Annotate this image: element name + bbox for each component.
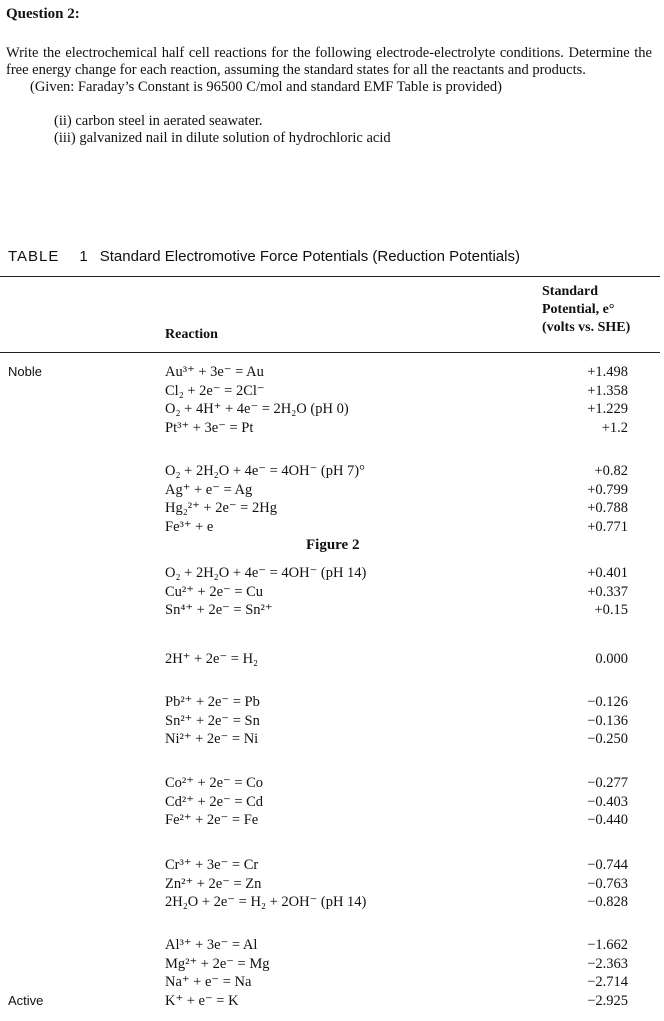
given-note: (Given: Faraday’s Constant is 96500 C/mol and standard EMF Table is provided) <box>30 79 502 95</box>
table-row <box>0 857 660 876</box>
reaction-cell: Fe²⁺ + 2e⁻ = Fe <box>165 812 259 828</box>
question-body: Write the electrochemical half cell reactions for the following electrode-electrolyte conditions. Determine the free energy change for each reaction, assuming the standard states for all the reactants and products. <box>6 45 652 78</box>
row-category-label: Noble <box>8 364 42 379</box>
header-rule <box>0 352 660 353</box>
potential-cell: +1.498 <box>587 364 628 380</box>
table-row <box>0 812 660 831</box>
potential-cell: −1.662 <box>587 937 628 953</box>
table-title-text: Standard Electromotive Force Potentials (Reduction Potentials) <box>99 248 520 265</box>
reaction-cell: Na⁺ + e⁻ = Na <box>165 974 252 990</box>
reaction-cell: O₂ + 4H⁺ + 4e⁻ = 2H₂O (pH 0) <box>165 401 349 417</box>
figure-label: Figure 2 <box>306 537 360 553</box>
question-heading: Question 2: <box>6 6 80 22</box>
potential-cell: −2.925 <box>587 992 628 1009</box>
potential-cell: −2.363 <box>587 955 628 972</box>
reaction-cell: Au³⁺ + 3e⁻ = Au <box>165 364 264 380</box>
reaction-group <box>0 775 660 831</box>
reaction-cell: 2H⁺ + 2e⁻ = H₂ <box>165 651 259 667</box>
reaction-group <box>0 857 660 913</box>
table-row <box>0 937 660 956</box>
reaction-group <box>0 937 660 1011</box>
potential-cell: +0.788 <box>587 500 628 516</box>
potential-cell: −0.403 <box>587 793 628 810</box>
table-row <box>0 401 660 420</box>
table-row <box>0 731 660 750</box>
potential-cell: +1.2 <box>601 419 628 436</box>
table-row <box>0 651 660 670</box>
potential-cell: −0.440 <box>587 812 628 828</box>
table-row <box>0 894 660 913</box>
potential-cell: +0.771 <box>587 518 628 535</box>
reaction-cell: Sn²⁺ + 2e⁻ = Sn <box>165 712 260 729</box>
reaction-cell: Co²⁺ + 2e⁻ = Co <box>165 775 264 791</box>
question-block <box>6 0 652 147</box>
table-title <box>8 248 520 265</box>
potential-cell: +0.337 <box>587 583 628 600</box>
column-header-potential <box>542 283 630 337</box>
question-item: (iii) galvanized nail in dilute solution of hydrochloric acid <box>54 130 391 146</box>
potential-cell: +0.15 <box>594 602 628 618</box>
row-category-label: Active <box>8 992 44 1008</box>
reaction-group <box>0 694 660 750</box>
table-row <box>0 956 660 975</box>
potential-cell: +0.401 <box>587 565 628 581</box>
reaction-cell: Zn²⁺ + 2e⁻ = Zn <box>165 875 262 892</box>
reaction-cell: Pb²⁺ + 2e⁻ = Pb <box>165 694 260 710</box>
reaction-cell: 2H₂O + 2e⁻ = H₂ + 2OH⁻ (pH 14) <box>165 894 367 910</box>
potential-cell: −2.714 <box>587 974 628 990</box>
reaction-cell: Al³⁺ + 3e⁻ = Al <box>165 937 258 953</box>
table-row <box>0 482 660 501</box>
potential-cell: +1.358 <box>587 382 628 399</box>
table-row <box>0 364 660 383</box>
table-row <box>0 584 660 603</box>
potential-cell: 0.000 <box>595 651 628 667</box>
potential-cell: −0.126 <box>587 694 628 710</box>
question-item: (ii) carbon steel in aerated seawater. <box>54 113 263 129</box>
reaction-cell: Ag⁺ + e⁻ = Ag <box>165 481 253 498</box>
potential-cell: +0.799 <box>587 481 628 498</box>
reaction-cell: Fe³⁺ + e <box>165 518 214 535</box>
reaction-cell: Sn⁴⁺ + 2e⁻ = Sn²⁺ <box>165 602 273 618</box>
reaction-cell: K⁺ + e⁻ = K <box>165 992 239 1009</box>
table-row <box>0 565 660 584</box>
potential-cell: −0.277 <box>587 775 628 791</box>
reaction-cell: Cu²⁺ + 2e⁻ = Cu <box>165 583 264 600</box>
reaction-group <box>0 463 660 537</box>
header-line: Potential, e° <box>542 302 615 317</box>
table-label: TABLE <box>8 248 60 265</box>
potential-cell: −0.744 <box>587 857 628 873</box>
reaction-cell: Cr³⁺ + 3e⁻ = Cr <box>165 857 259 873</box>
reaction-group <box>0 651 660 670</box>
table-row <box>0 602 660 621</box>
potential-cell: +1.229 <box>587 401 628 417</box>
table-row <box>0 775 660 794</box>
table-row <box>0 519 660 538</box>
table-row <box>0 794 660 813</box>
potential-cell: +0.82 <box>594 463 628 479</box>
header-line: Standard <box>542 284 599 299</box>
table-row <box>0 974 660 993</box>
reaction-group <box>0 364 660 438</box>
table-row <box>0 993 660 1012</box>
reaction-group <box>0 565 660 621</box>
reaction-cell: Pt³⁺ + 3e⁻ = Pt <box>165 419 254 436</box>
reaction-cell: O₂ + 2H₂O + 4e⁻ = 4OH⁻ (pH 14) <box>165 565 367 581</box>
table-row <box>0 463 660 482</box>
potential-cell: −0.763 <box>587 875 628 892</box>
reaction-cell: Ni²⁺ + 2e⁻ = Ni <box>165 731 259 747</box>
reaction-cell: Cl₂ + 2e⁻ = 2Cl⁻ <box>165 382 265 399</box>
table-row <box>0 713 660 732</box>
reaction-cell: Cd²⁺ + 2e⁻ = Cd <box>165 793 264 810</box>
column-header-reaction: Reaction <box>165 327 218 342</box>
table-row <box>0 694 660 713</box>
reaction-cell: Mg²⁺ + 2e⁻ = Mg <box>165 955 270 972</box>
header-line: (volts vs. SHE) <box>542 320 631 335</box>
table-number: 1 <box>79 248 88 265</box>
reaction-cell: Hg₂²⁺ + 2e⁻ = 2Hg <box>165 500 277 516</box>
table-row <box>0 500 660 519</box>
reaction-cell: O₂ + 2H₂O + 4e⁻ = 4OH⁻ (pH 7)° <box>165 463 365 479</box>
table-row <box>0 383 660 402</box>
table-row <box>0 876 660 895</box>
top-rule <box>0 276 660 277</box>
potential-cell: −0.136 <box>587 712 628 729</box>
table-row <box>0 420 660 439</box>
potential-cell: −0.828 <box>587 894 628 910</box>
potential-cell: −0.250 <box>587 731 628 747</box>
